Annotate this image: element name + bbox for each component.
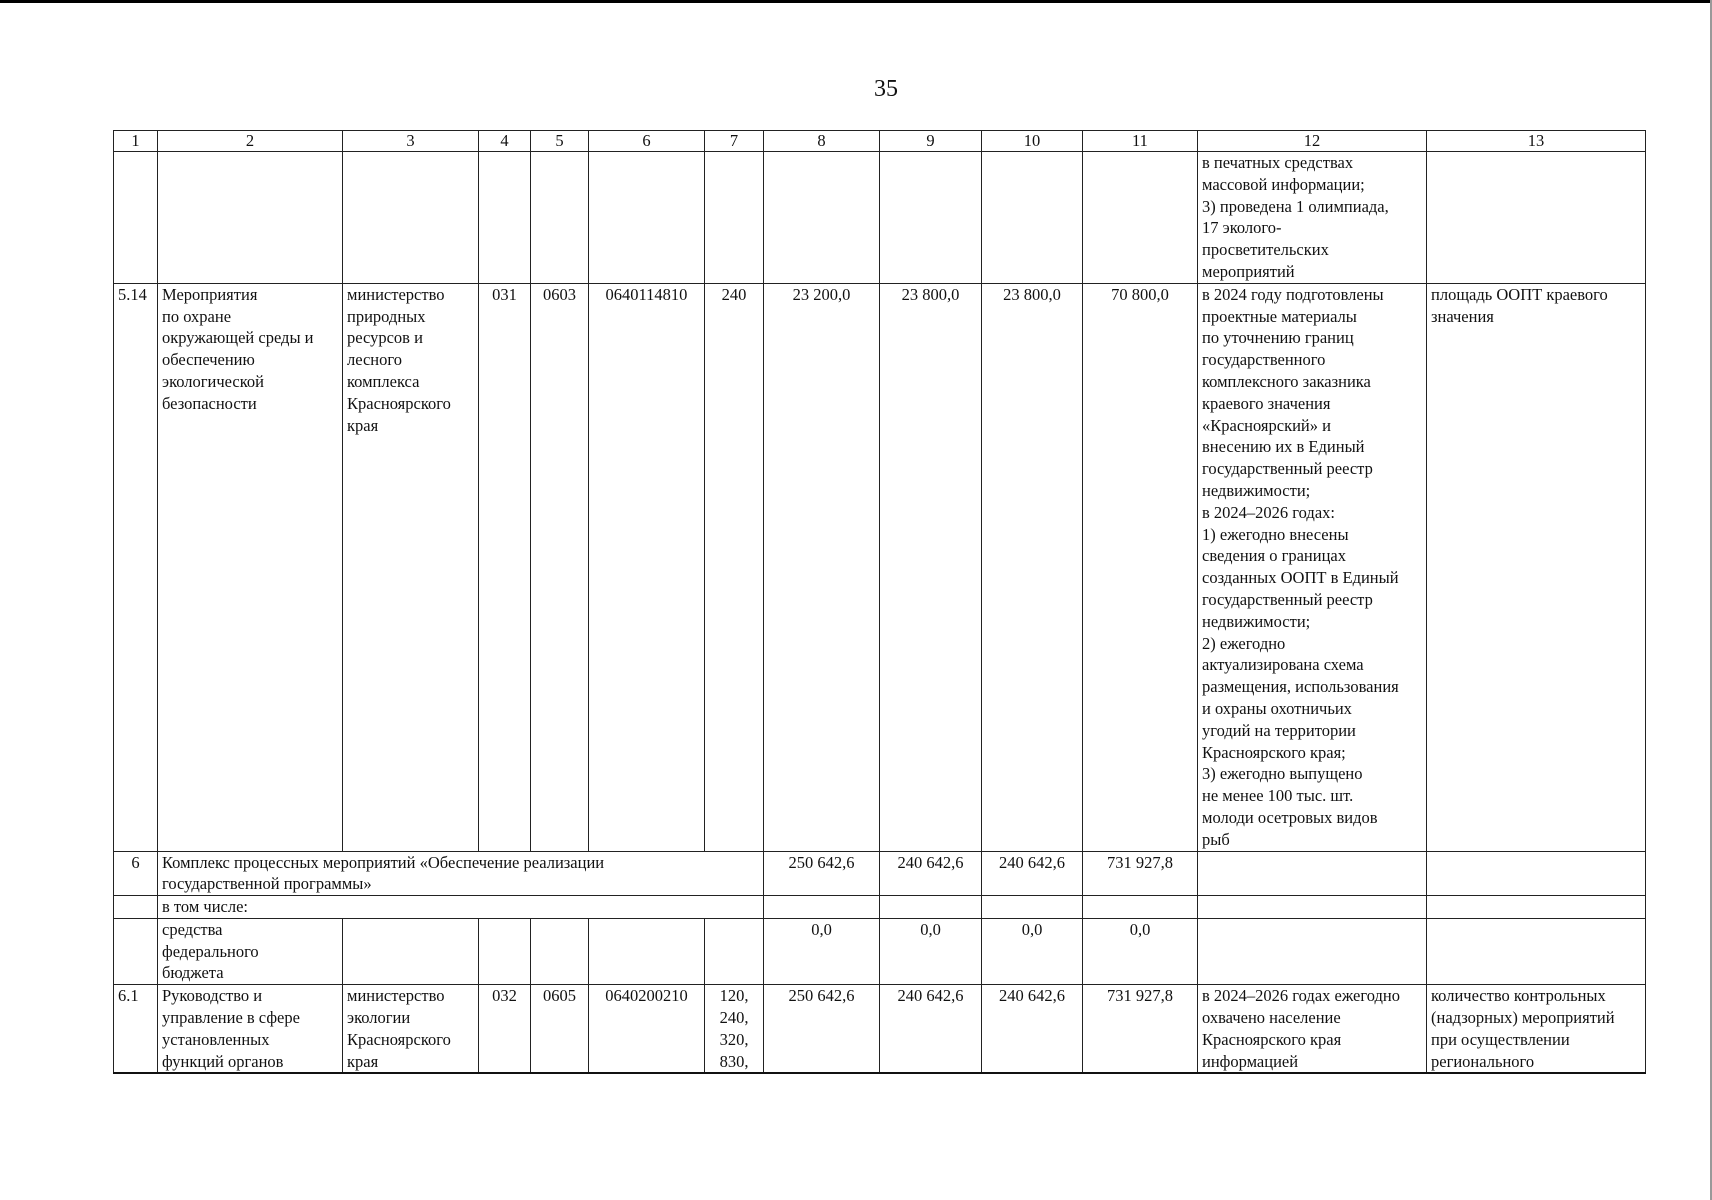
- amount-2025: 0,0: [880, 918, 982, 984]
- table-row-5-14: [114, 283, 1646, 851]
- amount-total: 70 800,0: [1083, 283, 1198, 851]
- col-header: 1: [114, 131, 158, 152]
- col-header: 5: [531, 131, 589, 152]
- expense-type-code: 120, 240, 320, 830,: [705, 985, 764, 1074]
- administrator-name: министерство природных ресурсов и лесного комплекса Красноярского края: [343, 283, 479, 851]
- amount-2026: 240 642,6: [982, 851, 1083, 896]
- section-code: 0605: [531, 985, 589, 1074]
- indicator-cell: количество контрольных (надзорных) мероприятий при осуществлении регионального: [1427, 985, 1646, 1074]
- table-row-6: [114, 851, 1646, 896]
- table-row-continuation: [114, 152, 1646, 284]
- row-number: 6.1: [114, 985, 158, 1074]
- amount-2024: 250 642,6: [764, 985, 880, 1074]
- scan-top-edge: [0, 0, 1712, 3]
- row-number: 5.14: [114, 283, 158, 851]
- amount-2024: 0,0: [764, 918, 880, 984]
- administrator-name: министерство экологии Красноярского края: [343, 985, 479, 1074]
- amount-2024: 23 200,0: [764, 283, 880, 851]
- amount-total: 731 927,8: [1083, 985, 1198, 1074]
- activity-name: Мероприятия по охране окружающей среды и обеспечению экологической безопасности: [158, 283, 343, 851]
- section-code: 0603: [531, 283, 589, 851]
- col-header: 10: [982, 131, 1083, 152]
- amount-2026: 23 800,0: [982, 283, 1083, 851]
- row-number: 6: [114, 851, 158, 896]
- table-row-federal: [114, 918, 1646, 984]
- budget-table-wrapper: [113, 130, 1646, 1074]
- col-header: 11: [1083, 131, 1198, 152]
- amount-2024: 250 642,6: [764, 851, 880, 896]
- col-header: 7: [705, 131, 764, 152]
- col-header: 3: [343, 131, 479, 152]
- col-header: 6: [589, 131, 705, 152]
- amount-2026: 0,0: [982, 918, 1083, 984]
- including-label: в том числе:: [158, 896, 764, 919]
- amount-2025: 23 800,0: [880, 283, 982, 851]
- col-header: 12: [1198, 131, 1427, 152]
- col-header: 2: [158, 131, 343, 152]
- target-article-code: 0640114810: [589, 283, 705, 851]
- col-header: 13: [1427, 131, 1646, 152]
- target-article-code: 0640200210: [589, 985, 705, 1074]
- page-number: 35: [874, 76, 898, 102]
- expense-type-code: 240: [705, 283, 764, 851]
- funding-source: средства федерального бюджета: [158, 918, 343, 984]
- grbs-code: 032: [479, 985, 531, 1074]
- amount-total: 731 927,8: [1083, 851, 1198, 896]
- amount-2026: 240 642,6: [982, 985, 1083, 1074]
- table-row-including: [114, 896, 1646, 919]
- amount-2025: 240 642,6: [880, 985, 982, 1074]
- result-cell: в 2024 году подготовлены проектные материалы по уточнению границ государственного комплексного заказника краевого значения «Красноярский» и внесению их в Единый государственный реестр недвижимости; в 2024–2026 годах: 1) ежегодно внесены сведения о границах созданных ООПТ в Единый государственный реестр недвижимости; 2) ежегодно актуализирована схема размещения, использования и охраны охотничьих угодий на территории Красноярского края; 3) ежегодно выпущено не менее 100 тыс. шт. молоди осетровых видов рыб: [1198, 283, 1427, 851]
- table-row-6-1: [114, 985, 1646, 1074]
- col-header: 8: [764, 131, 880, 152]
- budget-table: [113, 130, 1646, 1074]
- complex-name: Комплекс процессных мероприятий «Обеспечение реализации государственной программы»: [158, 851, 764, 896]
- activity-name: Руководство и управление в сфере установленных функций органов: [158, 985, 343, 1074]
- result-cell: в печатных средствах массовой информации; 3) проведена 1 олимпиада, 17 эколого- просветительских мероприятий: [1198, 152, 1427, 284]
- column-number-row: [114, 131, 1646, 152]
- col-header: 9: [880, 131, 982, 152]
- amount-2025: 240 642,6: [880, 851, 982, 896]
- result-cell: в 2024–2026 годах ежегодно охвачено население Красноярского края информацией: [1198, 985, 1427, 1074]
- col-header: 4: [479, 131, 531, 152]
- indicator-cell: площадь ООПТ краевого значения: [1427, 283, 1646, 851]
- amount-total: 0,0: [1083, 918, 1198, 984]
- grbs-code: 031: [479, 283, 531, 851]
